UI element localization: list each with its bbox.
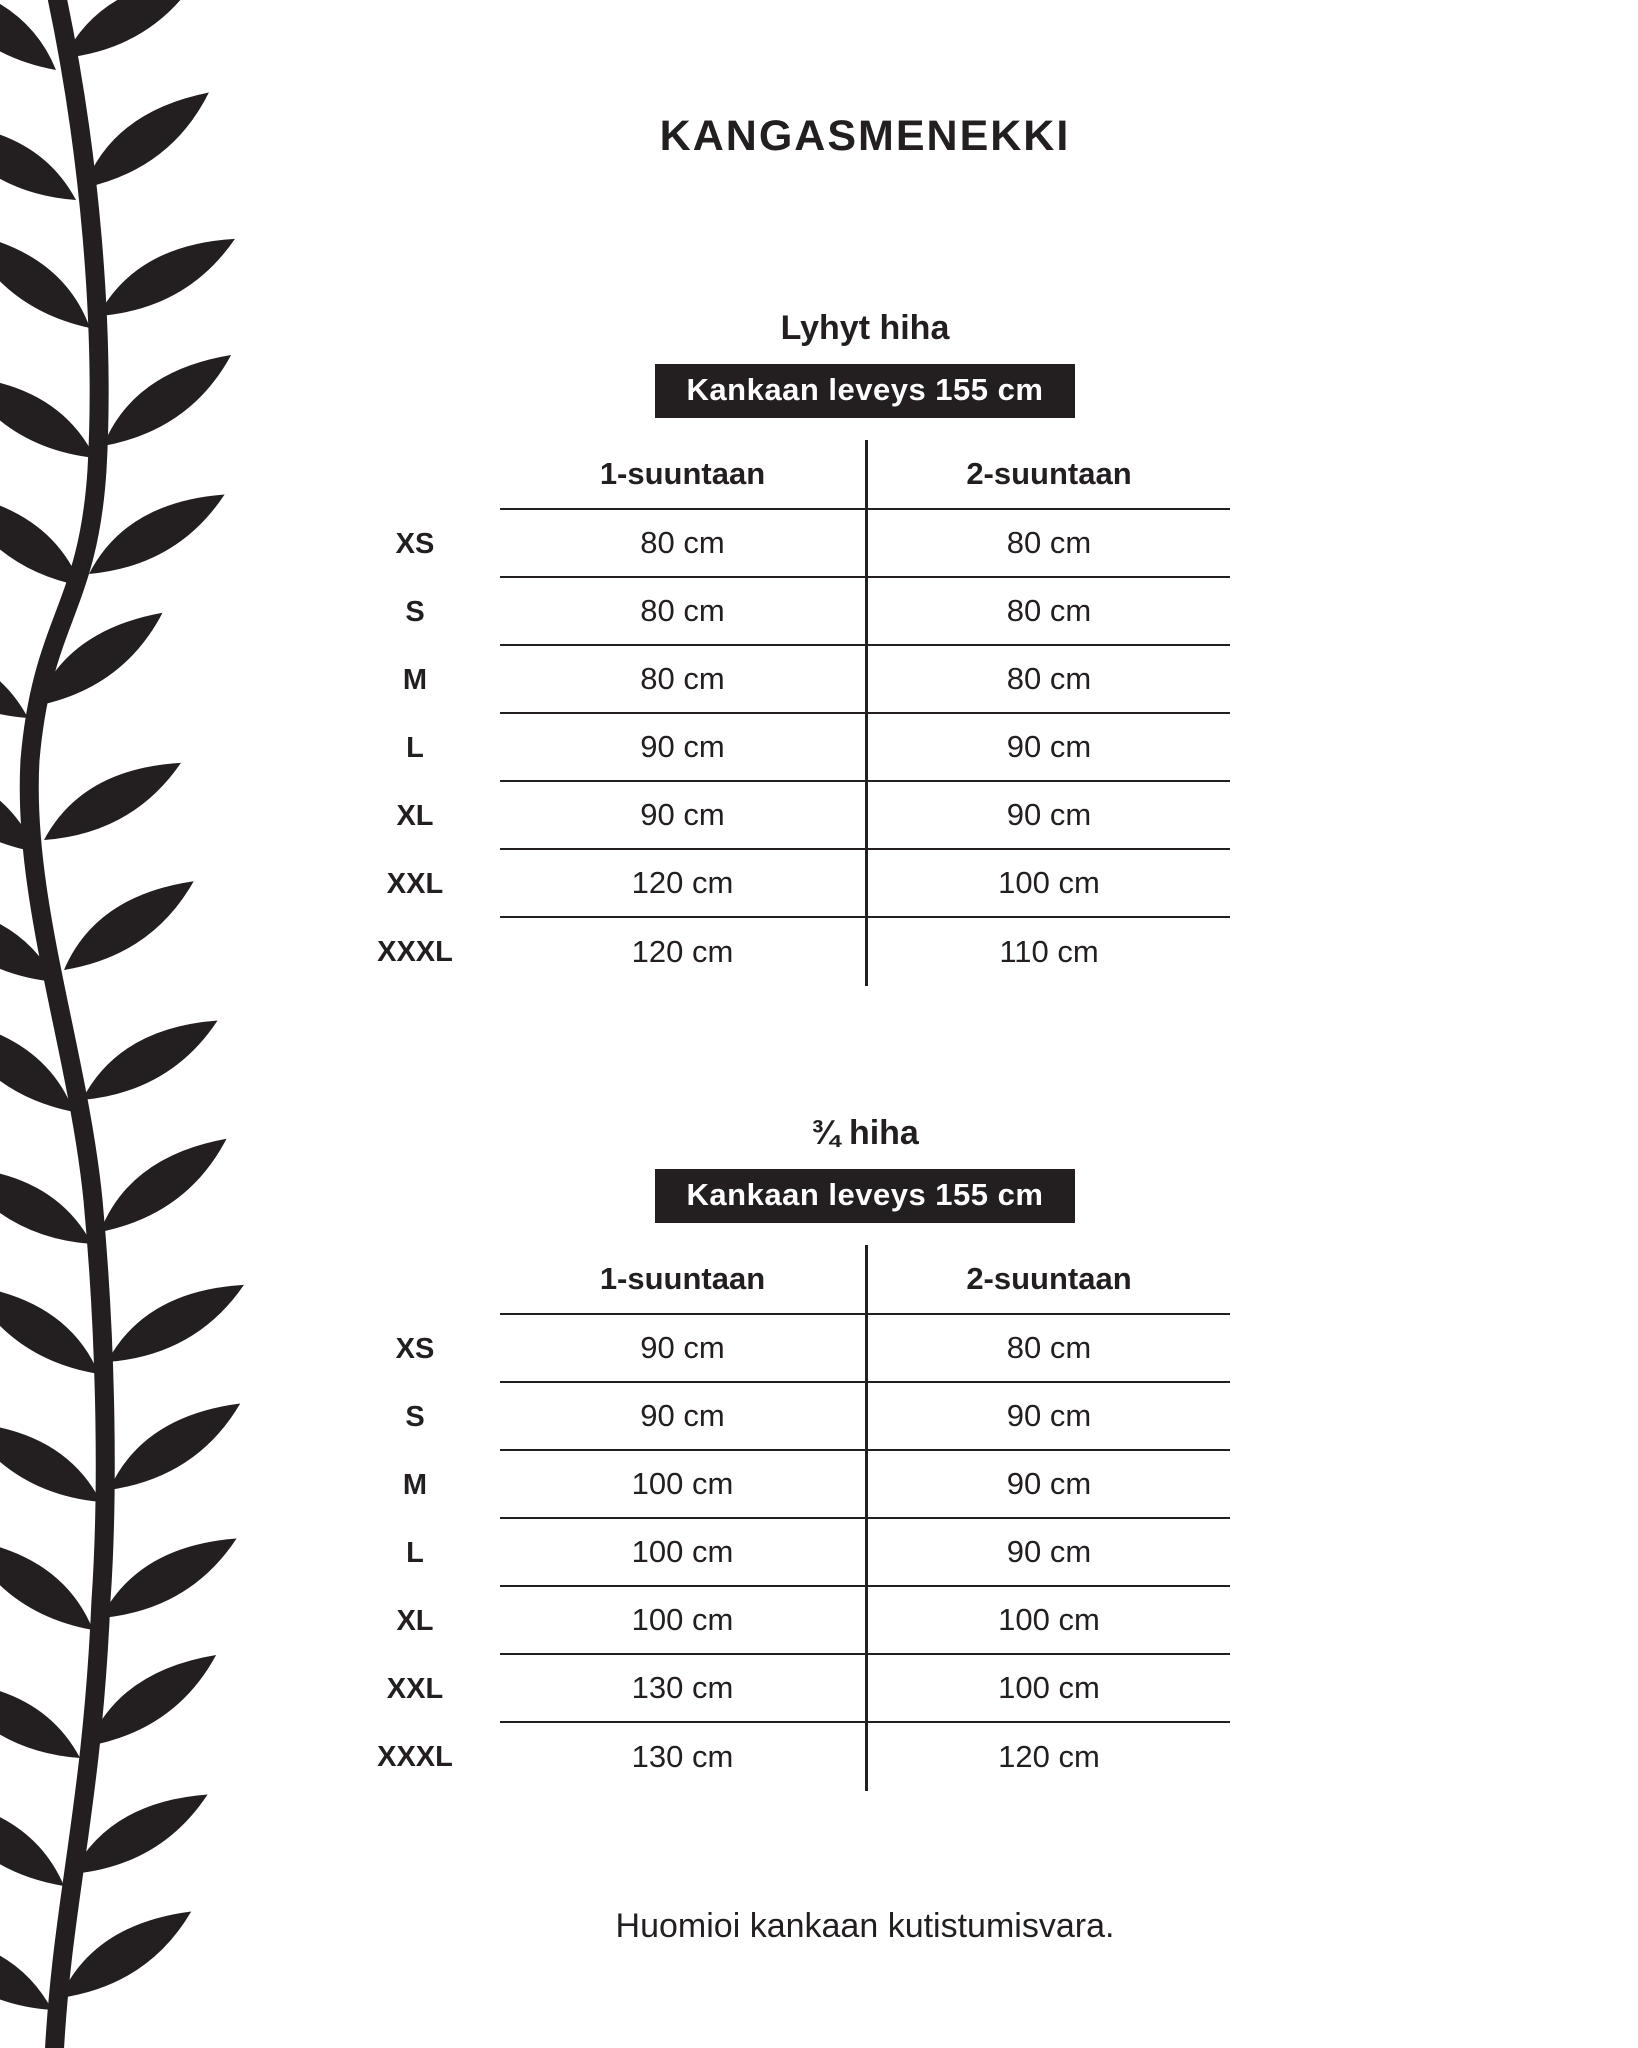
fabric-amount-cell: 90 cm (865, 714, 1230, 782)
size-label: XS (395, 527, 435, 560)
fabric-amount-cell: 100 cm (500, 1587, 865, 1655)
fabric-amount-cell: 90 cm (865, 1519, 1230, 1587)
table-section-short-sleeve (330, 309, 1230, 986)
fabric-amount-cell: 100 cm (500, 1451, 865, 1519)
fabric-amount-cell: 80 cm (500, 646, 865, 714)
fabric-table (330, 1245, 1230, 1791)
fabric-amount-cell: 90 cm (865, 1451, 1230, 1519)
fabric-amount-cell: 90 cm (500, 1315, 865, 1383)
size-label: XL (396, 1604, 434, 1637)
fabric-amount-cell: 110 cm (865, 918, 1230, 986)
size-label: XXL (386, 867, 444, 900)
fabric-amount-cell: 90 cm (865, 1383, 1230, 1451)
column-header-two-direction: 2-suuntaan (865, 440, 1230, 510)
column-header-two-direction: 2-suuntaan (865, 1245, 1230, 1315)
fabric-amount-cell: 120 cm (500, 850, 865, 918)
fabric-amount-cell: 80 cm (500, 578, 865, 646)
fabric-amount-cell: 130 cm (500, 1655, 865, 1723)
fabric-amount-cell: 80 cm (865, 1315, 1230, 1383)
sheet-content (330, 0, 1230, 1946)
fabric-amount-cell: 90 cm (500, 782, 865, 850)
fabric-amount-cell: 120 cm (865, 1723, 1230, 1791)
size-label: M (402, 663, 428, 696)
table-section-three-quarter-sleeve (330, 1114, 1230, 1791)
size-label: XXL (386, 1672, 444, 1705)
fabric-amount-cell: 100 cm (865, 850, 1230, 918)
leaf-vine-icon (0, 0, 280, 2048)
size-label: XS (395, 1332, 435, 1365)
fabric-amount-cell: 80 cm (865, 578, 1230, 646)
fabric-amount-cell: 80 cm (865, 646, 1230, 714)
corner-cell (330, 1245, 500, 1315)
size-label: XXXL (377, 935, 453, 968)
size-label: L (406, 1536, 424, 1569)
size-label: S (405, 595, 425, 628)
fabric-amount-cell: 120 cm (631, 934, 734, 969)
fabric-width-banner: Kankaan leveys 155 cm (655, 364, 1076, 418)
fabric-amount-cell: 100 cm (865, 1587, 1230, 1655)
fabric-table (330, 440, 1230, 986)
fabric-amount-cell: 100 cm (865, 1655, 1230, 1723)
size-label: XL (396, 799, 434, 832)
size-label: M (402, 1468, 428, 1501)
fabric-amount-cell: 90 cm (500, 714, 865, 782)
column-header-one-direction: 1-suuntaan (500, 440, 865, 510)
fabric-amount-cell: 90 cm (865, 782, 1230, 850)
fabric-width-banner: Kankaan leveys 155 cm (655, 1169, 1076, 1223)
size-label: S (405, 1400, 425, 1433)
size-label: XXXL (377, 1740, 453, 1773)
section-title: Lyhyt hiha (780, 309, 950, 347)
column-header-one-direction: 1-suuntaan (500, 1245, 865, 1315)
size-label: L (406, 731, 424, 764)
fabric-amount-cell: 100 cm (500, 1519, 865, 1587)
fabric-amount-cell: 80 cm (500, 510, 865, 578)
fabric-amount-cell: 80 cm (865, 510, 1230, 578)
page-title: KANGASMENEKKI (659, 112, 1071, 160)
corner-cell (330, 440, 500, 510)
footer-note: Huomioi kankaan kutistumisvara. (615, 1907, 1115, 1945)
fabric-amount-cell: 90 cm (500, 1383, 865, 1451)
section-title: ¾ hiha (811, 1114, 919, 1152)
fabric-amount-cell: 130 cm (631, 1739, 734, 1774)
